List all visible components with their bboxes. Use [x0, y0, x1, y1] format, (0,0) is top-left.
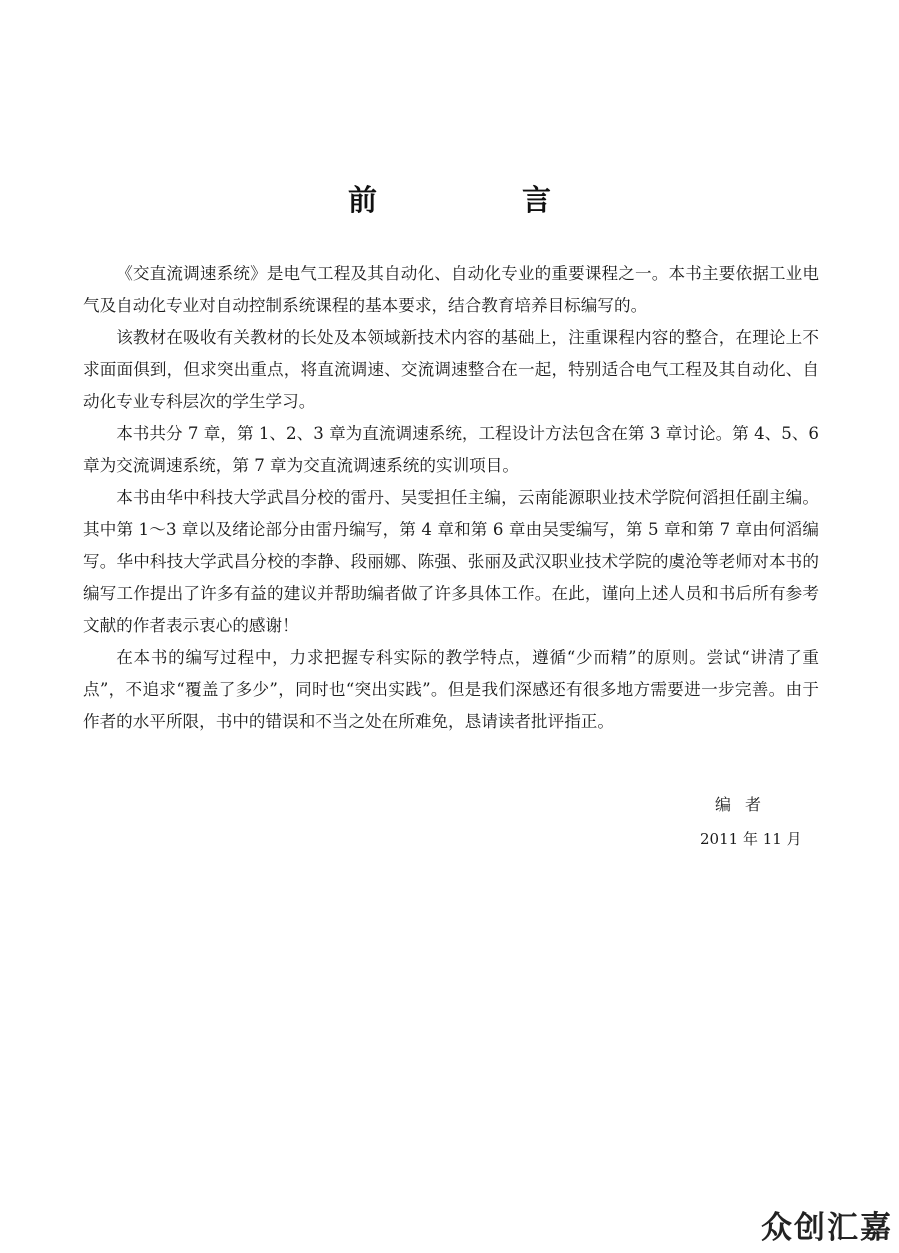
watermark-logo: 众创汇嘉 — [761, 1210, 893, 1246]
paragraph-1: 《交直流调速系统》是电气工程及其自动化、自动化专业的重要课程之一。本书主要依据工业电气及自动化专业对自动控制系统课程的基本要求，结合教育培养目标编写的。 — [83, 264, 819, 315]
page-title: 前 言 — [347, 183, 609, 217]
paragraph-5: 在本书的编写过程中，力求把握专科实际的教学特点，遵循“少而精”的原则。尝试“讲清了重点”，不追求“覆盖了多少”，同时也“突出实践”。但是我们深感还有很多地方需要进一步完善。由于作者的水平所限，书中的错误和不当之处在所难免，恳请读者批评指正。 — [83, 648, 819, 731]
signature-date: 2011 年 11 月 — [700, 830, 802, 848]
paragraph-3: 本书共分 7 章，第 1、2、3 章为直流调速系统，工程设计方法包含在第 3 章讨论。第 4、5、6 章为交流调速系统，第 7 章为交直流调速系统的实训项目。 — [83, 424, 819, 475]
paragraph-2: 该教材在吸收有关教材的长处及本领域新技术内容的基础上，注重课程内容的整合，在理论上不求面面俱到，但求突出重点，将直流调速、交流调速整合在一起，特别适合电气工程及其自动化、自动化专业专科层次的学生学习。 — [83, 328, 819, 411]
preface-body — [83, 258, 819, 738]
paragraph-4: 本书由华中科技大学武昌分校的雷丹、吴雯担任主编，云南能源职业技术学院何滔担任副主编。其中第 1～3 章以及绪论部分由雷丹编写，第 4 章和第 6 章由吴雯编写，第 5 章和第 7 章由何滔编写。华中科技大学武昌分校的李静、段丽娜、陈强、张丽及武汉职业技术学院的虞沧等老师对本书的编写工作提出了许多有益的建议并帮助编者做了许多具体工作。在此，谨向上述人员和书后所有参考文献的作者表示衷心的感谢！ — [83, 488, 819, 635]
signature-editor: 编者 — [715, 795, 776, 814]
